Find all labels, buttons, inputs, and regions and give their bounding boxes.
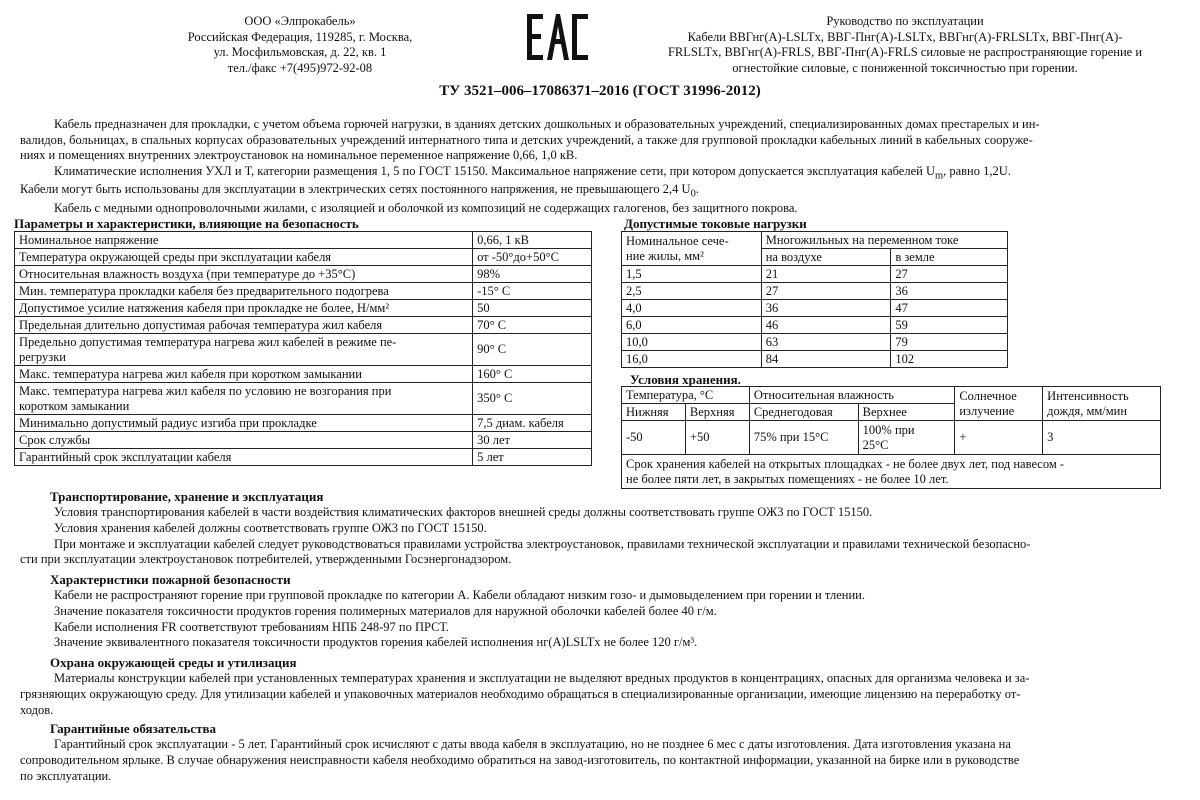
manual-line: FRLSLTx, ВВГнг(А)-FRLS, ВВГ-Пнг(А)-FRLS силовые не распространяющие горение и [667, 45, 1143, 60]
param-value: 350° С [473, 383, 592, 415]
table-cell: 102 [891, 351, 1008, 368]
header-low: Нижняя [622, 404, 686, 421]
intro-paragraph: Кабель предназначен для прокладки, с учетом объема горючей нагрузки, в зданиях детских дошкольных и образовательных учреждений, специализированных домах престарелых и ин- валидов, больницах, в спальных корпусах образовательных учреждений интернатного типа и детских учреждений, а также для групповой прокладки кабельных линий в кабельных сооруже- ниях и помещениях внутренних электроустановок на номинальное переменное напряжение 0,66, 1,0 кВ. [20, 117, 1040, 163]
text-line: сопроводительном ярлыке. В случае обнаружения неисправности кабеля необходимо обратиться на завод-изготовитель, по контактной информации, указанной на бирке или в руководстве [20, 752, 1020, 767]
text-line: Значение показателя токсичности продуктов горения полимерных материалов для наружной оболочки кабелей более 40 г/м. [54, 603, 717, 618]
table-row [622, 300, 1008, 317]
table-cell: +50 [685, 421, 749, 455]
table-row [622, 421, 1161, 455]
warranty-section [20, 721, 1185, 784]
intro-construction: Кабель с медными однопроволочными жилами, с изоляцией и оболочкой из композиций не содержащих галогенов, без защитного покрова. [54, 200, 798, 215]
param-value: 160° С [473, 366, 592, 383]
table-cell: 59 [891, 317, 1008, 334]
current-title: Допустимые токовые нагрузки [624, 216, 807, 231]
param-value: 7,5 диам. кабеля [473, 415, 592, 432]
table-cell: 46 [761, 317, 891, 334]
header-temperature: Температура, °С [622, 387, 750, 404]
table-row [622, 283, 1008, 300]
param-value: от -50°до+50°С [473, 249, 592, 266]
param-name: Гарантийный срок эксплуатации кабеля [15, 449, 473, 466]
param-name: Минимально допустимый радиус изгиба при прокладке [15, 415, 473, 432]
spec-title: ТУ 3521–006–17086371–2016 (ГОСТ 31996-2012) [439, 83, 761, 99]
table-row [15, 317, 592, 334]
text-line: ходов. [20, 702, 54, 717]
table-row [15, 249, 592, 266]
eac-logo [525, 12, 590, 62]
transport-title: Транспортирование, хранение и эксплуатация [50, 489, 324, 504]
intro-climate: Климатические исполнения УХЛ и Т, категории размещения 1, 5 по ГОСТ 15150. Максимальное напряжение сети, при котором допускается эксплуатация кабелей $U_m$, равно 1,2U. [54, 163, 1011, 182]
header-humidity: Относительная влажность [749, 387, 955, 404]
text-line: сти при эксплуатации электроустановок потребителей, утвержденными Госэнергонадзором. [20, 552, 512, 567]
params-table [14, 231, 592, 466]
storage-title: Условия хранения. [630, 372, 741, 387]
param-name: Допустимое усилие натяжения кабеля при прокладке не более, Н/мм² [15, 300, 473, 317]
text-line: Кабели не распространяют горение при групповой прокладке по категории А. Кабели обладают низким гозо- и дымовыделением при горении и тлении. [54, 588, 865, 603]
table-cell: 63 [761, 334, 891, 351]
table-cell: 36 [891, 283, 1008, 300]
table-cell: 27 [891, 266, 1008, 283]
param-name: Температура окружающей среды при эксплуатации кабеля [15, 249, 473, 266]
text-line: Материалы конструкции кабелей при установленных температурах хранения и эксплуатации не выделяют вредных продуктов в концентрациях, опасных для организма человека и за- [54, 671, 1030, 686]
table-cell: + [955, 421, 1043, 455]
table-row [15, 334, 592, 366]
text-line: Гарантийный срок эксплуатации - 5 лет. Гарантийный срок исчисляют с даты ввода кабеля в эксплуатацию, но не позднее 6 мес с даты изготовления. Дата изготовления указана на [54, 737, 1011, 752]
intro-section [20, 117, 1185, 217]
company-name: ООО «Элпрокабель» [244, 14, 356, 28]
table-cell: 1,5 [622, 266, 762, 283]
company-block [150, 14, 450, 77]
param-name: Предельная длительно допустимая рабочая температура жил кабеля [15, 317, 473, 334]
header-sun: Солнечное излучение [955, 387, 1043, 421]
table-cell: 36 [761, 300, 891, 317]
header-rain: Интенсивность дождя, мм/мин [1043, 387, 1161, 421]
table-cell: 16,0 [622, 351, 762, 368]
text-line: по эксплуатации. [20, 768, 112, 783]
table-cell: 21 [761, 266, 891, 283]
param-name: Макс. температура нагрева жил кабеля при коротком замыкании [15, 366, 473, 383]
table-cell: 47 [891, 300, 1008, 317]
table-cell: 10,0 [622, 334, 762, 351]
table-row [622, 334, 1008, 351]
table-cell: -50 [622, 421, 686, 455]
table-row [622, 351, 1008, 368]
text-line: грязняющих окружающую среду. Для утилизации кабелей и упаковочных материалов необходимо обращаться в специализированные организации, имеющие лицензию на переработку от- [20, 686, 1021, 701]
param-value: 90° С [473, 334, 592, 366]
param-value: 50 [473, 300, 592, 317]
transport-section [20, 489, 1185, 568]
text-line: Значение эквивалентного показателя токсичности продуктов горения кабелей исполнения нг(А)LSLTx не более 120 г/м³. [54, 635, 698, 650]
table-row [622, 317, 1008, 334]
table-row [15, 266, 592, 283]
fire-title: Характеристики пожарной безопасности [50, 572, 291, 587]
text-line: Условия хранения кабелей должны соответствовать группе ОЖ3 по ГОСТ 15150. [54, 520, 487, 535]
param-value: 70° С [473, 317, 592, 334]
table-cell: 27 [761, 283, 891, 300]
table-row [15, 383, 592, 415]
param-name: Номинальное напряжение [15, 232, 473, 249]
current-table [621, 231, 1008, 368]
param-name: Мин. температура прокладки кабеля без предварительного подогрева [15, 283, 473, 300]
env-section [20, 655, 1185, 718]
table-cell: 84 [761, 351, 891, 368]
manual-title: Руководство по эксплуатации [826, 14, 984, 28]
warranty-title: Гарантийные обязательства [50, 721, 216, 736]
manual-line: огнестойкие силовые, с пониженной токсичностью при горении. [732, 60, 1078, 75]
company-address-line: ул. Мосфильмовская, д. 22, кв. 1 [213, 45, 387, 60]
table-cell: 79 [891, 334, 1008, 351]
param-name: Относительная влажность воздуха (при температуре до +35°С) [15, 266, 473, 283]
param-value: 30 лет [473, 432, 592, 449]
table-cell: 6,0 [622, 317, 762, 334]
company-address-line: Российская Федерация, 119285, г. Москва, [187, 29, 413, 44]
table-row [15, 449, 592, 466]
param-value: 0,66, 1 кВ [473, 232, 592, 249]
params-title: Параметры и характеристики, влияющие на безопасность [14, 216, 359, 231]
table-row [622, 266, 1008, 283]
manual-block [620, 14, 1190, 77]
table-row [15, 366, 592, 383]
header-air: на воздухе [761, 249, 891, 266]
intro-dc: Кабели могут быть использованы для эксплуатации в электрических сетях постоянного напряжения, не превышающего 2,4 $U_0$. [20, 182, 699, 200]
header-ground: в земле [891, 249, 1008, 266]
header-average: Среднегодовая [749, 404, 858, 421]
param-name: Предельно допустимая температура нагрева жил кабелей в режиме пе- регрузки [15, 334, 473, 366]
header-multicore: Многожильных на переменном токе [761, 232, 1007, 249]
table-cell: 2,5 [622, 283, 762, 300]
header-section: Номинальное сече- ние жилы, мм² [622, 232, 762, 266]
param-name: Срок службы [15, 432, 473, 449]
table-row [15, 232, 592, 249]
text-line: Условия транспортирования кабелей в части воздействия климатических факторов внешней среды должны соответствовать группе ОЖ3 по ГОСТ 15150. [54, 505, 873, 520]
param-value: -15° С [473, 283, 592, 300]
header-upper: Верхнее [858, 404, 955, 421]
company-phone: тел./факс +7(495)972-92-08 [227, 60, 373, 75]
table-row [15, 432, 592, 449]
storage-table [621, 386, 1161, 489]
param-value: 5 лет [473, 449, 592, 466]
table-row [15, 283, 592, 300]
param-value: 98% [473, 266, 592, 283]
header-high: Верхняя [685, 404, 749, 421]
fire-section [20, 572, 1185, 651]
table-row [15, 300, 592, 317]
text-line: Кабели исполнения FR соответствуют требованиям НПБ 248-97 по ПРСТ. [54, 619, 449, 634]
table-cell: 75% при 15°С [749, 421, 858, 455]
text-line: При монтаже и эксплуатации кабелей следует руководствоваться правилами устройства электроустановок, правилами технической эксплуатации и правилами технической безопасно- [54, 536, 1031, 551]
storage-note: Срок хранения кабелей на открытых площадках - не более двух лет, под навесом - не более пяти лет, в закрытых помещениях - не более 10 лет. [622, 455, 1161, 489]
manual-line: Кабели ВВГнг(А)-LSLTx, ВВГ-Пнг(А)-LSLTx, ВВГнг(А)-FRLSLTx, ВВГ-Пнг(А)- [687, 29, 1123, 44]
table-cell: 100% при 25°С [858, 421, 955, 455]
table-cell: 4,0 [622, 300, 762, 317]
param-name: Макс. температура нагрева жил кабеля по условию не возгорания при коротком замыкании [15, 383, 473, 415]
eac-mark-icon [525, 12, 590, 62]
env-title: Охрана окружающей среды и утилизация [50, 655, 297, 670]
table-row [15, 415, 592, 432]
table-cell: 3 [1043, 421, 1161, 455]
